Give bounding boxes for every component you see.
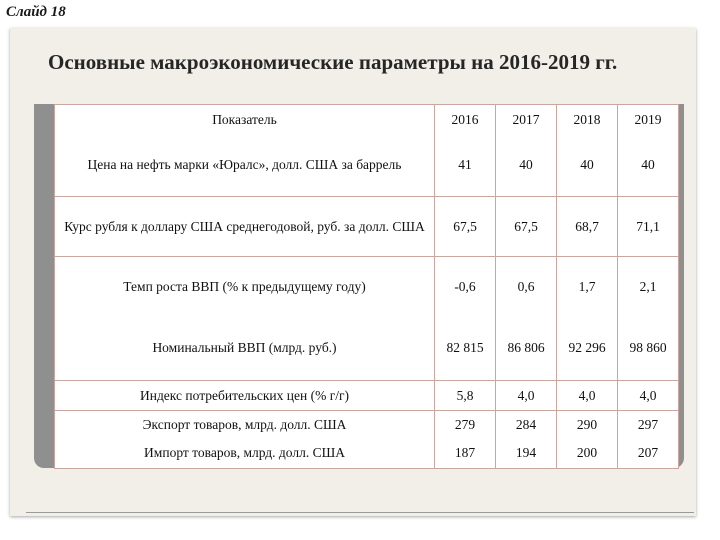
- row-value: 82 815: [435, 317, 496, 381]
- row-value: 194: [496, 439, 557, 469]
- table-row: [55, 411, 679, 439]
- row-value: -0,6: [435, 257, 496, 317]
- row-value: 2,1: [618, 257, 679, 317]
- row-value: 40: [496, 135, 557, 197]
- header-cell-year: 2018: [557, 105, 618, 135]
- table-row: [55, 317, 679, 381]
- row-value: 40: [557, 135, 618, 197]
- row-value: 207: [618, 439, 679, 469]
- row-value: 98 860: [618, 317, 679, 381]
- row-value: 41: [435, 135, 496, 197]
- table-header-row: [55, 105, 679, 135]
- slide-title: Основные макроэкономические параметры на 2016-2019 гг.: [48, 50, 618, 74]
- row-value: 284: [496, 411, 557, 439]
- row-value: 290: [557, 411, 618, 439]
- row-value: 1,7: [557, 257, 618, 317]
- row-value: 86 806: [496, 317, 557, 381]
- row-value: 4,0: [557, 381, 618, 411]
- slide-label: Слайд 18: [6, 4, 66, 20]
- header-cell-indicator: Показатель: [55, 105, 435, 135]
- row-value: 4,0: [618, 381, 679, 411]
- table-row: [55, 135, 679, 197]
- header-cell-year: 2017: [496, 105, 557, 135]
- row-label: Темп роста ВВП (% к предыдущему году): [55, 257, 435, 317]
- row-value: 92 296: [557, 317, 618, 381]
- row-value: 71,1: [618, 197, 679, 257]
- row-value: 4,0: [496, 381, 557, 411]
- table-row: [55, 439, 679, 469]
- table-row: [55, 381, 679, 411]
- row-label: Индекс потребительских цен (% г/г): [55, 381, 435, 411]
- row-label: Курс рубля к доллару США среднегодовой, руб. за долл. США: [55, 197, 435, 257]
- row-value: 67,5: [496, 197, 557, 257]
- row-value: 5,8: [435, 381, 496, 411]
- table-row: [55, 197, 679, 257]
- row-value: 297: [618, 411, 679, 439]
- row-value: 40: [618, 135, 679, 197]
- row-value: 68,7: [557, 197, 618, 257]
- row-value: 187: [435, 439, 496, 469]
- table-row: [55, 257, 679, 317]
- macro-parameters-table: [54, 104, 679, 469]
- row-label: Цена на нефть марки «Юралс», долл. США за баррель: [55, 135, 435, 197]
- row-value: 67,5: [435, 197, 496, 257]
- row-value: 0,6: [496, 257, 557, 317]
- frame-divider: [26, 512, 694, 513]
- row-label: Импорт товаров, млрд. долл. США: [55, 439, 435, 469]
- header-cell-year: 2019: [618, 105, 679, 135]
- row-label: Номинальный ВВП (млрд. руб.): [55, 317, 435, 381]
- row-label: Экспорт товаров, млрд. долл. США: [55, 411, 435, 439]
- row-value: 279: [435, 411, 496, 439]
- row-value: 200: [557, 439, 618, 469]
- header-cell-year: 2016: [435, 105, 496, 135]
